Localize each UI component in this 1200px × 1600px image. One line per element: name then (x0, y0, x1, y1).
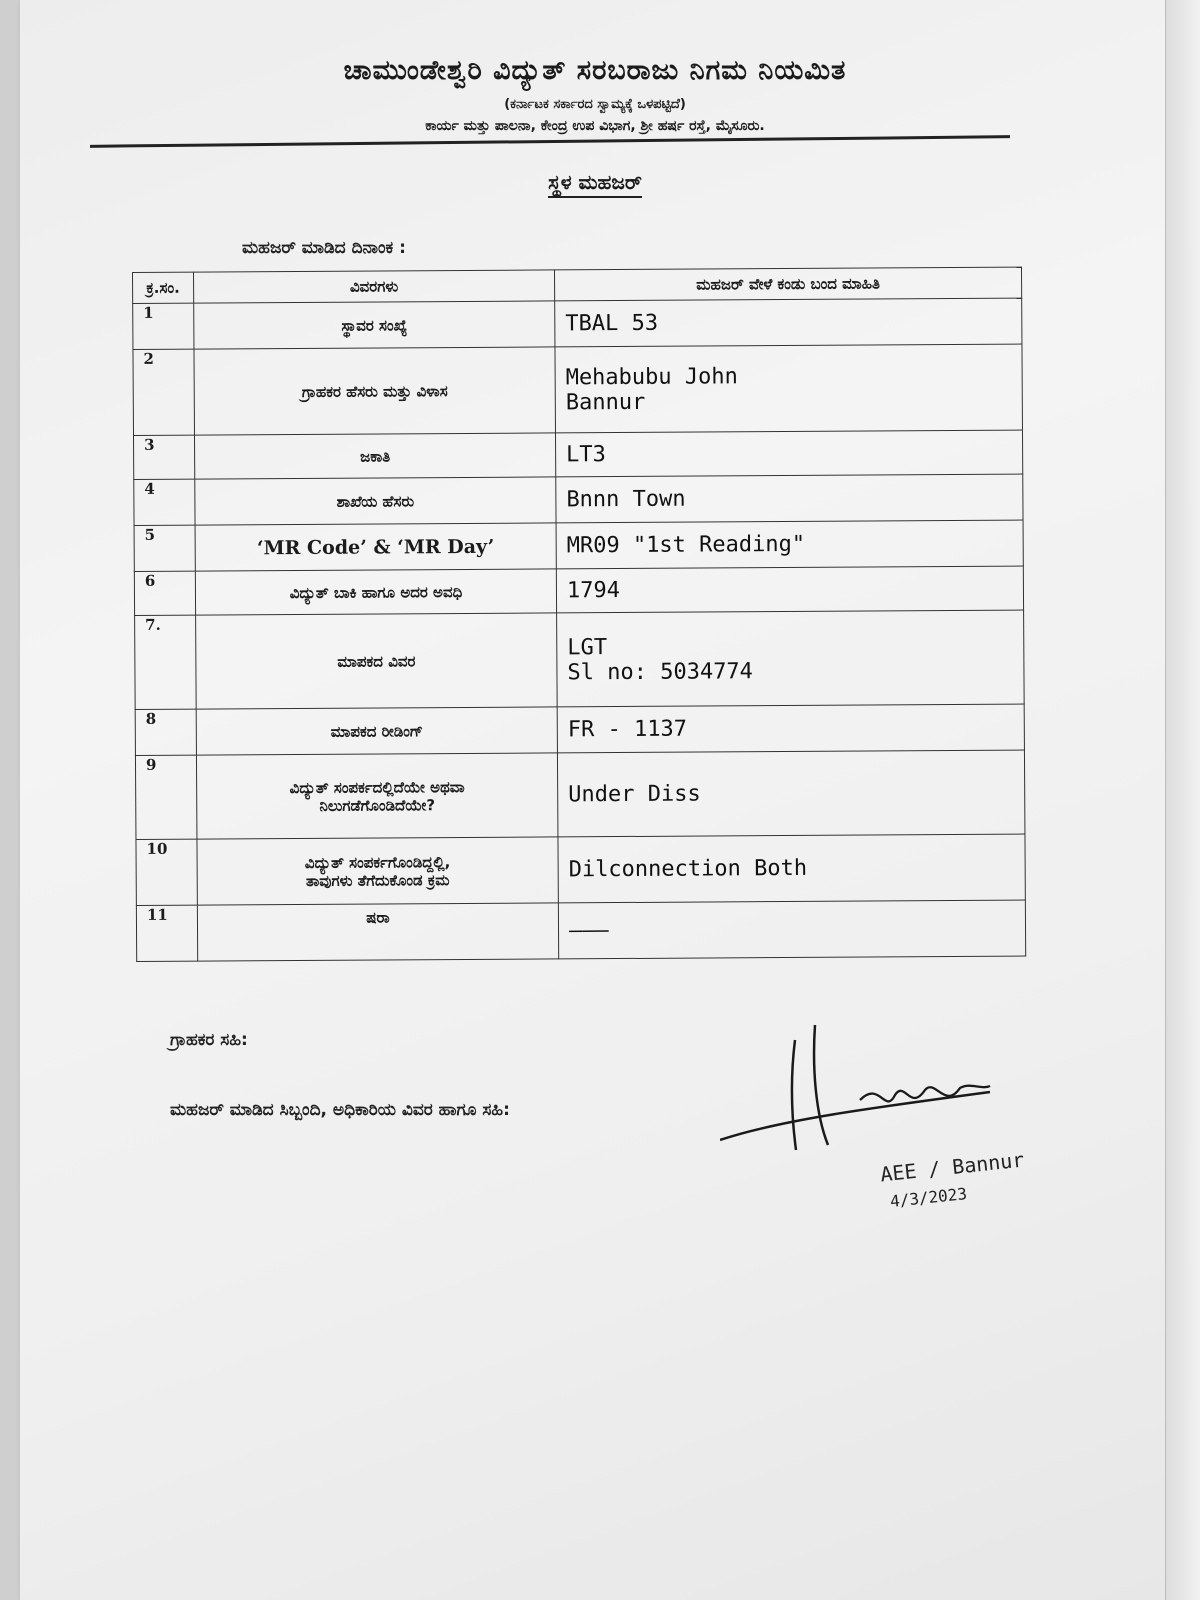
officer-sign-date: 4/3/2023 (889, 1184, 968, 1211)
org-subtitle: (ಕರ್ನಾಟಕ ಸರ್ಕಾರದ ಸ್ವಾಮ್ಯಕ್ಕೆ ಒಳಪಟ್ಟಿದೆ) (504, 97, 686, 112)
table-row (134, 566, 1023, 615)
row-label: ಸ್ಥಾವರ ಸಂಖ್ಯೆ (194, 301, 555, 349)
row-value: Bnnn Town (556, 474, 1023, 523)
row-number: 4 (134, 479, 195, 525)
letterhead (20, 55, 1170, 134)
row-value: ——— (558, 900, 1025, 959)
row-label: ಮಾಪಕದ ವಿವರ (196, 613, 558, 709)
col-header-details: ವಿವರಗಳು (194, 270, 555, 303)
row-number: 3 (133, 435, 194, 479)
document-title-text: ಸ್ಥಳ ಮಹಜರ್ (548, 170, 642, 198)
row-number: 6 (134, 571, 195, 615)
table-row (133, 344, 1023, 435)
document-sheet (20, 0, 1170, 1600)
header-divider (90, 135, 1010, 148)
row-value: FR - 1137 (557, 704, 1024, 753)
row-number: 7. (135, 615, 197, 709)
row-label: ಮಾಪಕದ ರೀಡಿಂಗ್ (196, 707, 557, 755)
row-label: ವಿದ್ಯುತ್ ಸಂಪರ್ಕದಲ್ಲಿದೆಯೇ ಅಥವಾ ನಿಲುಗಡೆಗೊಂಡಿದೆಯೇ? (196, 753, 558, 839)
table-row (133, 430, 1022, 479)
org-name: ಚಾಮುಂಡೇಶ್ವರಿ ವಿದ್ಯುತ್ ಸರಬರಾಜು ನಿಗಮ ನಿಯಮಿತ (343, 55, 847, 86)
row-label: ವಿದ್ಯುತ್ ಬಾಕಿ ಹಾಗೂ ಅದರ ಅವಧಿ (195, 569, 556, 615)
row-value: LGT Sl no: 5034774 (557, 610, 1025, 707)
row-label: ಶಾಖೆಯ ಹೆಸರು (195, 477, 556, 525)
row-value: 1794 (556, 566, 1023, 613)
row-value: Under Diss (557, 750, 1025, 837)
underlying-sheet-edge (1165, 0, 1200, 1600)
row-label: ಜಕಾತಿ (194, 433, 555, 479)
officer-designation: AEE / Bannur (879, 1147, 1026, 1187)
row-number: 10 (136, 839, 197, 905)
officer-signature (720, 1020, 1020, 1210)
row-value: Mehabubu John Bannur (555, 344, 1023, 433)
row-number: 9 (135, 755, 197, 839)
customer-signature-label: ಗ್ರಾಹಕರ ಸಹಿ: (170, 1030, 248, 1050)
org-address: ಕಾರ್ಯ ಮತ್ತು ಪಾಲನಾ, ಕೇಂದ್ರ ಉಪ ವಿಭಾಗ, ಶ್ರೀ ಹರ್ಷ ರಸ್ತೆ, ಮೈಸೂರು. (425, 118, 765, 134)
table-row (136, 834, 1025, 905)
row-number: 8 (135, 709, 196, 755)
date-label: ಮಹಜರ್ ಮಾಡಿದ ದಿನಾಂಕ : (242, 238, 406, 258)
row-value: LT3 (555, 430, 1022, 477)
col-header-observed-info: ಮಹಜರ್ ವೇಳೆ ಕಂಡು ಬಂದ ಮಾಹಿತಿ (554, 267, 1021, 301)
table-row (134, 474, 1023, 525)
row-number: 5 (134, 525, 195, 571)
row-value: TBAL 53 (555, 298, 1022, 347)
row-number: 1 (133, 303, 194, 349)
row-label: ಷರಾ (197, 903, 558, 961)
row-number: 2 (133, 349, 195, 435)
officer-signature-label: ಮಹಜರ್ ಮಾಡಿದ ಸಿಬ್ಬಂದಿ, ಅಧಿಕಾರಿಯ ವಿವರ ಹಾಗೂ ಸಹಿ: (170, 1100, 510, 1120)
table-row (133, 298, 1022, 349)
row-value: Dilconnection Both (558, 834, 1025, 903)
table-row (135, 704, 1024, 755)
mahazar-table (132, 267, 1026, 962)
document-title (20, 170, 1170, 194)
table-row (135, 610, 1025, 709)
row-number: 11 (136, 905, 197, 961)
col-header-serial: ಕ್ರ.ಸಂ. (133, 272, 194, 303)
row-label: ವಿದ್ಯುತ್ ಸಂಪರ್ಕಗೊಂಡಿದ್ದಲ್ಲಿ, ತಾವುಗಳು ತೆಗೆದುಕೊಂಡ ಕ್ರಮ (197, 837, 558, 905)
row-value: MR09 "1st Reading" (556, 520, 1023, 569)
table-row (135, 750, 1024, 839)
table-row (134, 520, 1023, 571)
row-label: ‘MR Code’ & ‘MR Day’ (195, 523, 556, 571)
row-label: ಗ್ರಾಹಕರ ಹೆಸರು ಮತ್ತು ವಿಳಾಸ (194, 347, 556, 435)
table-row (136, 900, 1025, 961)
